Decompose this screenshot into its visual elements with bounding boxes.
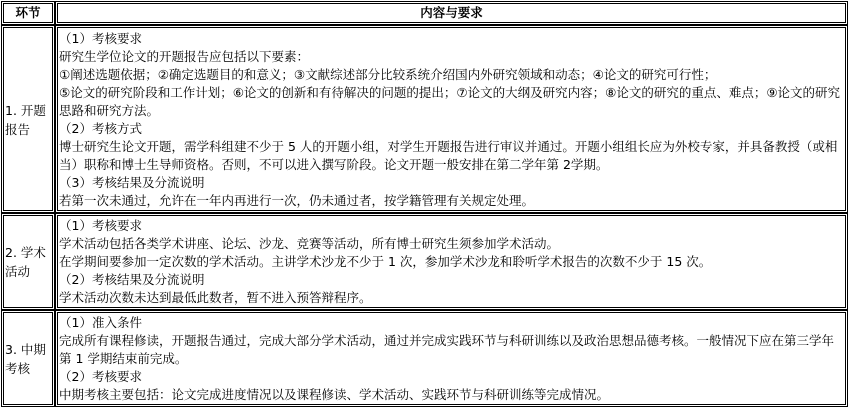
content-line: （2）考核方式 <box>59 120 142 136</box>
content-line: 完成所有课程修读，开题报告通过，完成大部分学术活动，通过并完成实践环节与科研训练以及政治思想品德考核。一般情况下应在第三学年第 1 学期结束前完成。 <box>59 333 835 366</box>
requirements-table <box>1 1 848 407</box>
content-line: （3）考核结果及分流说明 <box>59 174 205 190</box>
content-cell <box>55 25 848 213</box>
content-line: 若第一次未通过，允许在一年内再进行一次，仍未通过者，按学籍管理有关规定处理。 <box>59 192 535 208</box>
content-line: （1）考核要求 <box>59 30 142 46</box>
content-line: 在学期间要参加一定次数的学术活动。主讲学术沙龙不少于 1 次，参加学术沙龙和聆听学术报告的次数不少于 15 次。 <box>59 254 712 269</box>
content-cell <box>55 213 848 310</box>
content-line: 学术活动次数未达到最低此数者，暂不进入预答辩程序。 <box>59 290 372 305</box>
content-line: 学术活动包括各类学术讲座、论坛、沙龙、竞赛等活动，所有博士研究生须参加学术活动。 <box>59 236 560 251</box>
content-line: 博士研究生论文开题，需学科组建不少于 5 人的开题小组，对学生开题报告进行审议并通过。开题小组组长应为外校专家，并具备教授（或相当）职称和博士生导师资格。否则，不可以进入撰写阶段。论文开题一般安排在第二学年第 2学期。 <box>59 138 838 172</box>
content-line: （1）准入条件 <box>59 315 142 330</box>
content-line: 中期考核主要包括：论文完成进度情况以及课程修读、学术活动、实践环节与科研训练等完成情况。 <box>59 387 610 402</box>
table-row <box>1 213 848 310</box>
header-stage: 环节 <box>1 1 55 25</box>
header-row <box>1 1 848 25</box>
content-line: ⑤论文的研究阶段和工作计划；⑥论文的创新和有待解决的问题的提出；⑦论文的大纲及研究内容；⑧论文的研究的重点、难点；⑨论文的研究思路和研究方法。 <box>59 84 841 118</box>
header-content: 内容与要求 <box>55 1 848 25</box>
content-line: ①阐述选题依据；②确定选题目的和意义；③文献综述部分比较系统介绍国内外研究领域和动态；④论文的研究可行性； <box>59 66 717 82</box>
table-row <box>1 25 848 213</box>
stage-cell: 3. 中期考核 <box>1 310 55 407</box>
content-line: （1）考核要求 <box>59 218 142 233</box>
content-cell <box>55 310 848 407</box>
stage-cell: 2. 学术活动 <box>1 213 55 310</box>
stage-cell: 1. 开题报告 <box>1 25 55 213</box>
content-line: （2）考核结果及分流说明 <box>59 272 205 287</box>
table-row <box>1 310 848 407</box>
content-line: 研究生学位论文的开题报告应包括以下要素： <box>59 48 310 64</box>
content-line: （2）考核要求 <box>59 369 142 384</box>
